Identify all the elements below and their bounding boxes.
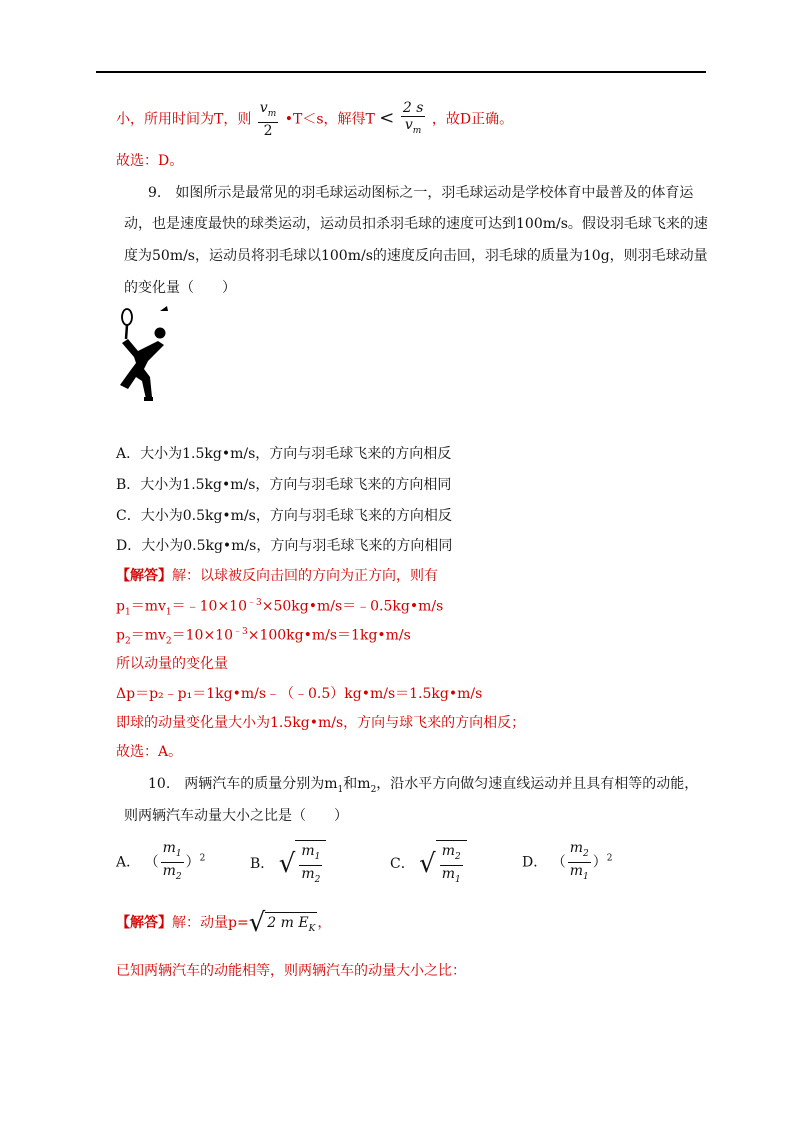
option-label: B． [250, 855, 275, 872]
q9-answer-p1: $p_1=mv_1=﹣10\times 10^{﹣3}\times 50kg•m/s=﹣0.5kg•m/s$ [116, 598, 444, 618]
fraction-m1-over-m2: $\frac{m_1}{m_2}$ [162, 840, 182, 882]
racket-head [122, 309, 132, 325]
fraction-2s-over-vm [401, 100, 426, 139]
prev-text-after: ，故D正确。 [431, 111, 514, 128]
paren-close: ） [592, 854, 607, 871]
sqrt-m1-over-m2: √ $\frac{m_1}{m_2}$ [279, 840, 327, 888]
answer-tag: 【解答】 [116, 568, 172, 584]
less-than-sign: < [379, 107, 395, 129]
q9-answer-line-5: 即球的动量变化量大小为1.5kg•m/s，方向与球飞来的方向相反； [116, 715, 526, 731]
q9-option-d[interactable]: D．大小为0.5kg•m/s，方向与羽毛球飞来的方向相同 [116, 538, 453, 554]
prev-solution-line [116, 100, 513, 139]
option-label: A． [116, 854, 141, 871]
exponent: 2 [606, 853, 613, 864]
q10-answer-line-2: 已知两辆汽车的动能相等，则两辆汽车的动量大小之比： [116, 963, 466, 979]
fraction-denominator: 2 [263, 122, 273, 139]
prev-text-mid: •T＜s，解得T [284, 111, 375, 128]
badminton-player-icon [112, 305, 176, 407]
q10-option-a[interactable] [116, 840, 205, 885]
q9-answer-p2: $p_2=mv_2=10\times 10^{﹣3}\times 100kg•m/s=1kg•m/s$ [116, 627, 411, 647]
shuttlecock [160, 306, 168, 311]
q9-option-c[interactable]: C．大小为0.5kg•m/s，方向与羽毛球飞来的方向相反 [116, 508, 452, 524]
q9-stem-line-4: 的变化量（ ） [124, 280, 236, 296]
prev-text-before: 小，所用时间为T，则 [116, 111, 252, 128]
q10-option-d[interactable] [522, 840, 612, 885]
answer-tag: 【解答】 [116, 915, 172, 931]
player-foot [144, 397, 153, 401]
player-body [120, 339, 164, 399]
q10-stem-line-2: 则两辆汽车动量大小之比是（ ） [124, 808, 348, 824]
q9-stem-line-3: 度为50m/s，运动员将羽毛球以100m/s的速度反向击回，羽毛球的质量为10g，则羽毛球动量 [124, 248, 708, 264]
sqrt-m2-over-m1: √ $\frac{m_2}{m_1}$ [419, 840, 467, 888]
player-head [155, 328, 166, 339]
paren-close: ） [185, 854, 200, 871]
paren-open: （ [551, 854, 566, 871]
q9-answer-line-3: 所以动量的变化量 [116, 656, 228, 672]
fraction-numerator: $v_m$ [258, 100, 278, 123]
header-rule [96, 71, 706, 73]
q9-option-a[interactable]: A．大小为1.5kg•m/s，方向与羽毛球飞来的方向相反 [116, 446, 452, 462]
q10-option-c[interactable] [390, 840, 467, 888]
q10-answer-line-1: 【解答】解：动量p=√ 2 m $E_K$ ， [116, 908, 332, 938]
fraction-numerator: 2 s [402, 100, 424, 116]
exponent: 2 [199, 853, 206, 864]
fraction-denominator: $v_m$ [404, 117, 422, 136]
q10-stem-line-1: 10. 两辆汽车的质量分别为$m_1$和$m_2$，沿水平方向做匀速直线运动并且具有相等的动能， [148, 776, 699, 795]
fraction-vm-over-2 [258, 100, 278, 139]
option-label: D． [522, 854, 548, 871]
q10-option-b[interactable] [250, 840, 326, 888]
fraction-m2-over-m1: $\frac{m_2}{m_1}$ [569, 840, 589, 882]
q9-answer-line-4: Δp＝p₂﹣p₁＝1kg•m/s﹣（﹣0.5）kg•m/s＝1.5kg•m/s [116, 686, 483, 702]
q9-stem-line-1: 9. 如图所示是最常见的羽毛球运动图标之一，羽毛球运动是学校体育中最普及的体育运 [148, 185, 694, 201]
racket-handle [126, 325, 127, 339]
paren-open: （ [144, 854, 159, 871]
answer-intro-text: 解：以球被反向击回的方向为正方向，则有 [172, 568, 438, 584]
prev-conclusion: 故选：D。 [116, 153, 184, 169]
sqrt-2mek: √ 2 m $E_K$ [248, 908, 316, 938]
q9-answer-intro [116, 565, 438, 585]
q9-option-b[interactable]: B．大小为1.5kg•m/s，方向与羽毛球飞来的方向相同 [116, 477, 452, 493]
option-label: C． [390, 855, 415, 872]
q9-stem-line-2: 动，也是速度最快的球类运动，运动员扣杀羽毛球的速度可达到100m/s。假设羽毛球飞来的速 [124, 216, 708, 232]
q9-answer-conclusion: 故选：A。 [116, 744, 183, 760]
